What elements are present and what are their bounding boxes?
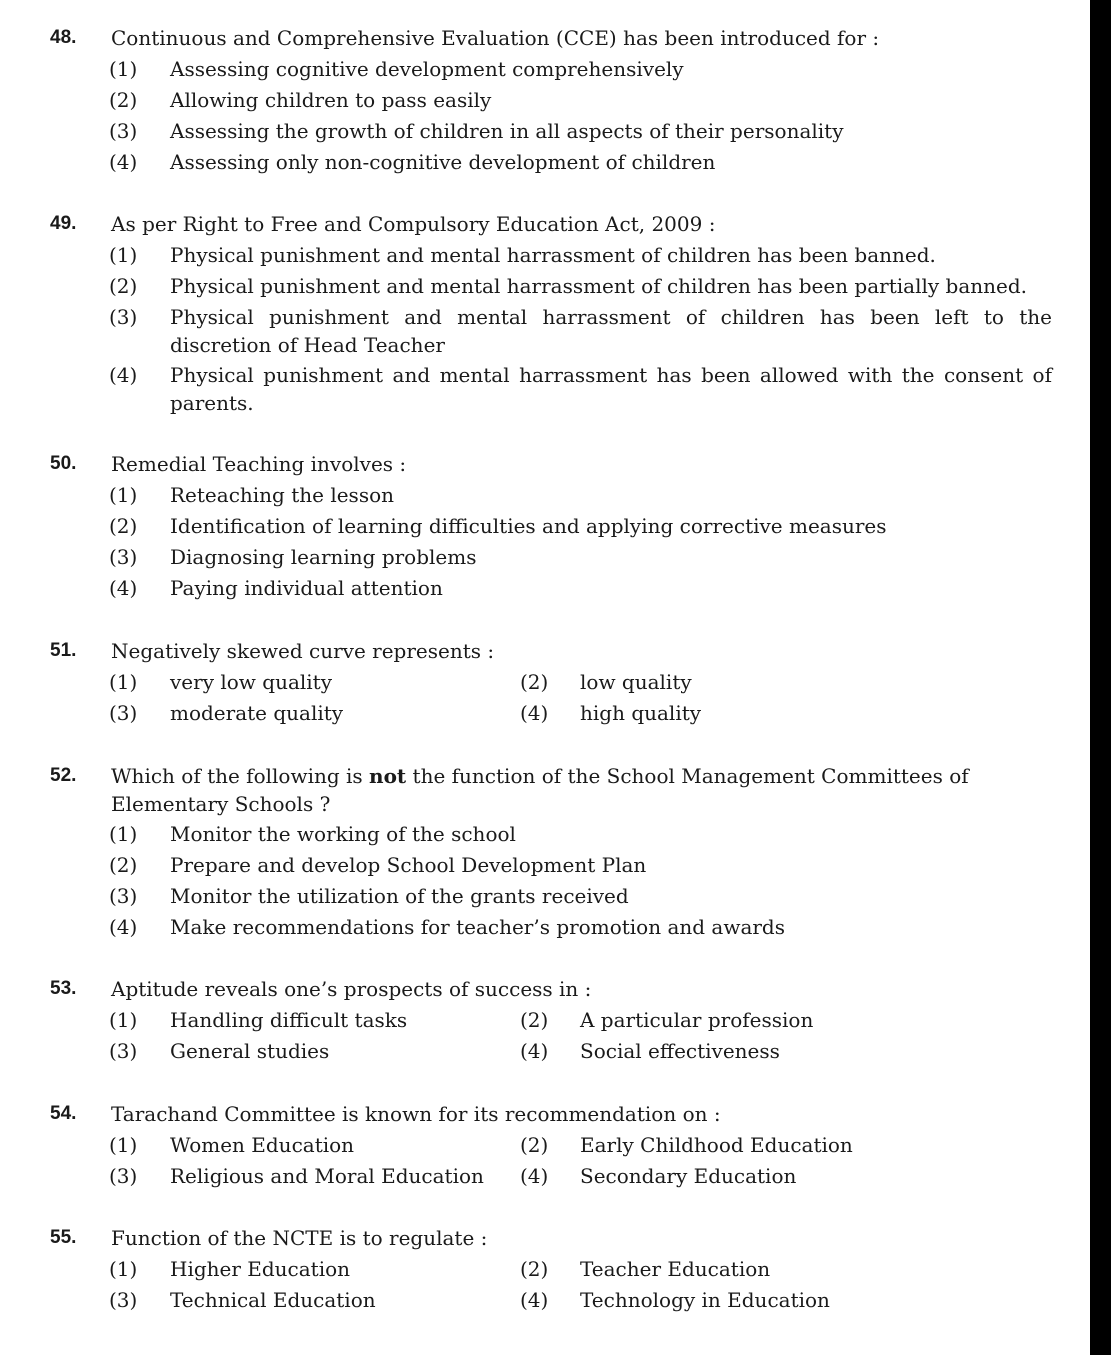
option-number: (2) [520,1133,549,1157]
option-text: Social effectiveness [580,1039,780,1063]
question-stem: Tarachand Committee is known for its recommendation on : [111,1102,721,1126]
option-text: Teacher Education [580,1257,771,1281]
option-text: very low quality [170,670,333,694]
question-number: 54. [50,1103,77,1124]
option: (2) Allowing children to pass easily [109,88,492,112]
option: (3) Assessing the growth of children in all aspects of their personality [109,119,844,143]
option: (4) Assessing only non-cognitive development of children [109,150,716,174]
option-number: (3) [109,701,138,725]
option-number: (4) [520,1288,549,1312]
option-number: (4) [520,1039,549,1063]
option-text: moderate quality [170,701,344,725]
option-text: Religious and Moral Education [170,1164,484,1188]
option: (1) Assessing cognitive development comprehensively [109,57,684,81]
option-text: low quality [580,670,692,694]
option-text: Secondary Education [580,1164,797,1188]
option-number: (2) [520,1008,549,1032]
option: (2) Identification of learning difficulties and applying corrective measures [109,514,887,538]
option-number: (1) [109,1008,138,1032]
option-text: Technology in Education [580,1288,830,1312]
option-number: (3) [109,1288,138,1312]
option-text: Early Childhood Education [580,1133,853,1157]
option-text: Women Education [170,1133,355,1157]
question-number: 52. [50,765,77,786]
question-number: 48. [50,27,77,48]
option: (1) Physical punishment and mental harrassment of children has been banned. [109,243,936,267]
option: (3) Diagnosing learning problems [109,545,477,569]
option-text: A particular profession [580,1008,814,1032]
option-text: high quality [580,701,702,725]
option: (3) Monitor the utilization of the grants received [109,884,629,908]
option-number: (2) [520,1257,549,1281]
question-number: 53. [50,978,77,999]
option-text: Higher Education [170,1257,351,1281]
option: (2) Physical punishment and mental harrassment of children has been partially banned. [109,274,1028,298]
option: (4) Make recommendations for teacher’s promotion and awards [109,915,785,939]
question-stem: Remedial Teaching involves : [111,452,407,476]
option-text: General studies [170,1039,330,1063]
option-number: (3) [109,1164,138,1188]
question-stem: Which of the following is not the function of the School Management Committees of Elementary Schools ? [111,764,969,816]
option-number: (1) [109,670,138,694]
question-stem: Continuous and Comprehensive Evaluation (CCE) has been introduced for : [111,26,880,50]
option: (4) Physical punishment and mental harrassment has been allowed with the consent of parents. [109,363,1052,415]
option: (1) Reteaching the lesson [109,483,395,507]
question-stem: Aptitude reveals one’s prospects of success in : [111,977,592,1001]
option: (3) Physical punishment and mental harrassment of children has been left to the discretion of Head Teacher [109,305,1052,357]
option-number: (3) [109,1039,138,1063]
option-text: Handling difficult tasks [170,1008,408,1032]
question-number: 55. [50,1227,77,1248]
question-number: 50. [50,453,77,474]
option: (2) Prepare and develop School Development Plan [109,853,647,877]
scan-edge-border [1090,0,1111,1355]
option: (1) Monitor the working of the school [109,822,516,846]
option-number: (4) [520,701,549,725]
question-stem: Function of the NCTE is to regulate : [111,1226,488,1250]
option: (4) Paying individual attention [109,576,443,600]
question-number: 49. [50,213,77,234]
option-number: (2) [520,670,549,694]
option-number: (1) [109,1133,138,1157]
question-number: 51. [50,640,77,661]
question-stem: Negatively skewed curve represents : [111,639,495,663]
option-number: (1) [109,1257,138,1281]
option-text: Technical Education [170,1288,376,1312]
option-number: (4) [520,1164,549,1188]
question-stem: As per Right to Free and Compulsory Education Act, 2009 : [111,212,716,236]
